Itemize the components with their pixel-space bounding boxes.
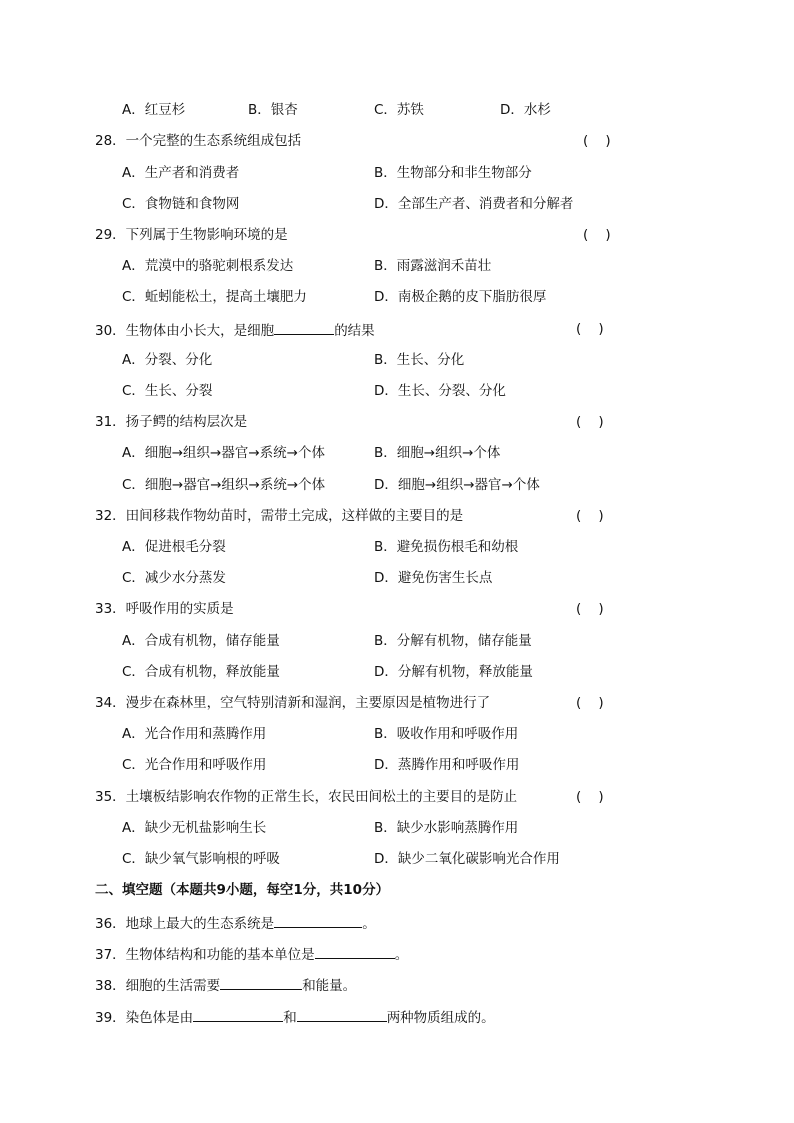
- q33-option-b: B．分解有机物，储存能量: [374, 633, 532, 649]
- q36: [95, 913, 376, 933]
- q30-option-a: A．分裂、分化: [122, 352, 213, 368]
- q28-answer-parens: ( ): [583, 133, 611, 149]
- q30-stem-pre: 30．生物体由小长大，是细胞: [95, 323, 275, 339]
- q38: [95, 975, 356, 995]
- q27-option-c: C．苏铁: [374, 102, 424, 118]
- q35-option-a: A．缺少无机盐影响生长: [122, 820, 267, 836]
- section-2-heading: 二、填空题（本题共9小题，每空1分，共10分）: [95, 882, 390, 898]
- q39: [95, 1007, 495, 1027]
- q39-fill-blank-2[interactable]: [297, 1007, 387, 1022]
- q27-option-a: A．红豆杉: [122, 102, 186, 118]
- q30-stem-post: 的结果: [334, 323, 375, 339]
- q28-option-b: B．生物部分和非生物部分: [374, 165, 532, 181]
- q35-answer-parens: ( ): [576, 789, 604, 805]
- q32-stem: 32．田间移栽作物幼苗时，需带土完成，这样做的主要目的是: [95, 508, 464, 524]
- q29-option-d: D．南极企鹅的皮下脂肪很厚: [374, 289, 547, 305]
- q31-option-b: B．细胞→组织→个体: [374, 445, 501, 461]
- q30-fill-blank[interactable]: [274, 320, 334, 335]
- q30-option-b: B．生长、分化: [374, 352, 465, 368]
- q37-fill-blank[interactable]: [315, 944, 395, 959]
- q29-option-b: B．雨露滋润禾苗壮: [374, 258, 492, 274]
- q32-option-c: C．减少水分蒸发: [122, 570, 226, 586]
- q29-stem: 29．下列属于生物影响环境的是: [95, 227, 288, 243]
- q38-post: 和能量。: [302, 978, 357, 994]
- q36-post: 。: [362, 916, 376, 932]
- q32-option-a: A．促进根毛分裂: [122, 539, 226, 555]
- q30-stem: [95, 320, 375, 340]
- q31-option-c: C．细胞→器官→组织→系统→个体: [122, 477, 326, 493]
- q27-option-b: B．银杏: [248, 102, 298, 118]
- q34-option-d: D．蒸腾作用和呼吸作用: [374, 757, 520, 773]
- q30-option-d: D．生长、分裂、分化: [374, 383, 506, 399]
- q29-answer-parens: ( ): [583, 227, 611, 243]
- q31-option-d: D．细胞→组织→器官→个体: [374, 477, 540, 493]
- q37-post: 。: [394, 947, 409, 963]
- q36-pre: 36．地球上最大的生态系统是: [95, 916, 275, 932]
- q33-answer-parens: ( ): [576, 601, 604, 617]
- q34-stem: 34．漫步在森林里，空气特别清新和湿润，主要原因是植物进行了: [95, 695, 491, 711]
- q28-option-c: C．食物链和食物网: [122, 196, 240, 212]
- q33-stem: 33．呼吸作用的实质是: [95, 601, 234, 617]
- q35-option-d: D．缺少二氧化碳影响光合作用: [374, 851, 560, 867]
- q28-option-d: D．全部生产者、消费者和分解者: [374, 196, 574, 212]
- q27-option-d: D．水杉: [500, 102, 551, 118]
- q39-fill-blank-1[interactable]: [193, 1007, 283, 1022]
- q28-stem: 28．一个完整的生态系统组成包括: [95, 133, 302, 149]
- q36-fill-blank[interactable]: [274, 913, 362, 928]
- q38-pre: 38．细胞的生活需要: [95, 978, 221, 994]
- q38-fill-blank[interactable]: [220, 975, 302, 990]
- q32-option-b: B．避免损伤根毛和幼根: [374, 539, 519, 555]
- q35-option-c: C．缺少氧气影响根的呼吸: [122, 851, 280, 867]
- q39-post: 两种物质组成的。: [386, 1010, 495, 1026]
- q33-option-c: C．合成有机物，释放能量: [122, 664, 280, 680]
- q31-answer-parens: ( ): [576, 414, 604, 430]
- q30-answer-parens: ( ): [576, 321, 604, 337]
- q33-option-a: A．合成有机物，储存能量: [122, 633, 280, 649]
- q39-mid: 和: [283, 1010, 297, 1026]
- q39-pre: 39．染色体是由: [95, 1010, 194, 1026]
- q31-option-a: A．细胞→组织→器官→系统→个体: [122, 445, 325, 461]
- q37: [95, 944, 408, 964]
- q37-pre: 37．生物体结构和功能的基本单位是: [95, 947, 315, 963]
- q32-option-d: D．避免伤害生长点: [374, 570, 493, 586]
- q30-option-c: C．生长、分裂: [122, 383, 213, 399]
- q33-option-d: D．分解有机物，释放能量: [374, 664, 533, 680]
- q34-option-a: A．光合作用和蒸腾作用: [122, 726, 267, 742]
- q29-option-a: A．荒漠中的骆驼刺根系发达: [122, 258, 294, 274]
- q34-option-c: C．光合作用和呼吸作用: [122, 757, 267, 773]
- q35-stem: 35．土壤板结影响农作物的正常生长，农民田间松土的主要目的是防止: [95, 789, 518, 805]
- q35-option-b: B．缺少水影响蒸腾作用: [374, 820, 519, 836]
- q28-option-a: A．生产者和消费者: [122, 165, 240, 181]
- q34-option-b: B．吸收作用和呼吸作用: [374, 726, 519, 742]
- q34-answer-parens: ( ): [576, 695, 604, 711]
- q32-answer-parens: ( ): [576, 508, 604, 524]
- q31-stem: 31．扬子鳄的结构层次是: [95, 414, 248, 430]
- q29-option-c: C．蚯蚓能松土，提高土壤肥力: [122, 289, 307, 305]
